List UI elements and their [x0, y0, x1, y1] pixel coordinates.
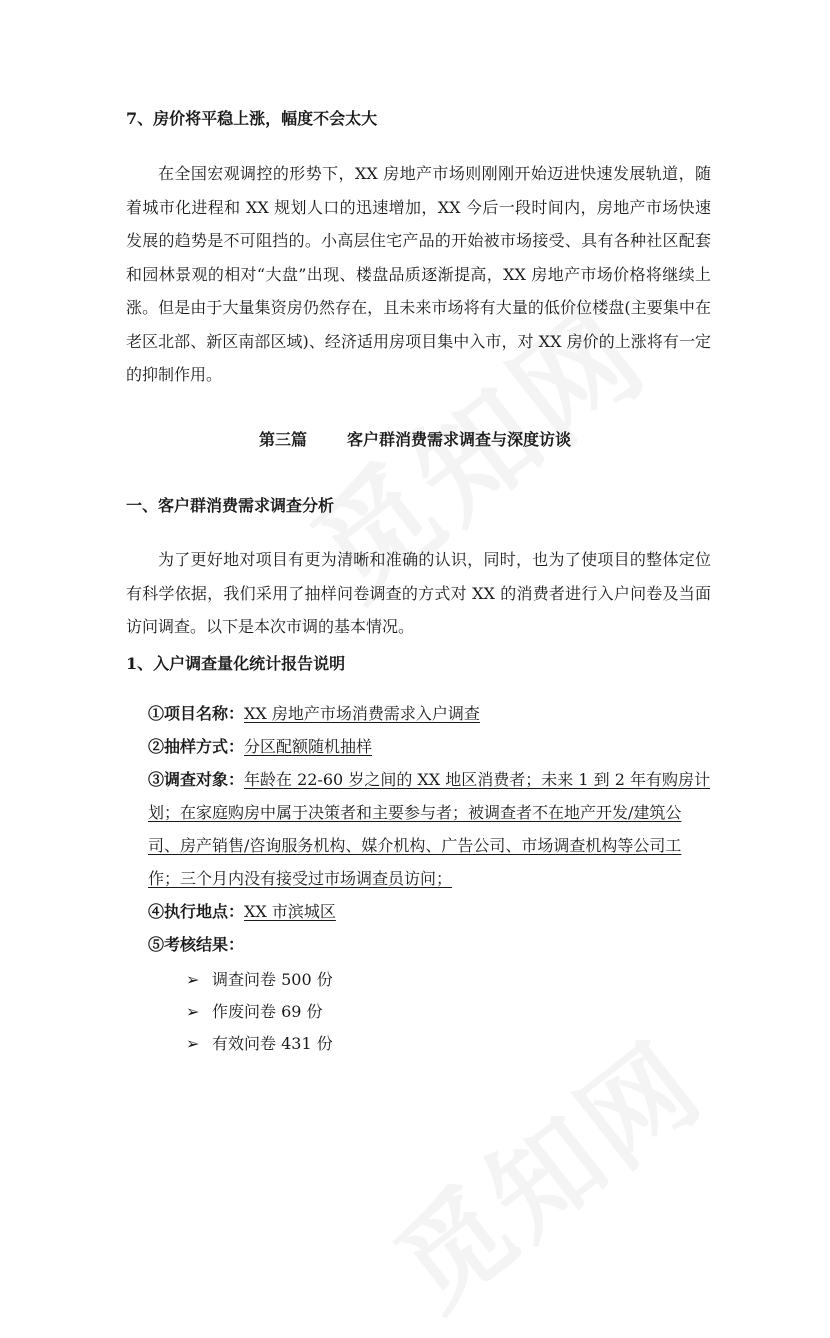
arrow-bullet-icon: ➢: [186, 1002, 200, 1021]
bullet-text: 有效问卷 431 份: [212, 1034, 333, 1053]
bullet-text: 作废问卷 69 份: [212, 1002, 323, 1021]
survey-item-project-name: [148, 697, 713, 730]
part-3-title: [0, 427, 830, 450]
bullet-text: 调查问卷 500 份: [212, 970, 333, 989]
part-title-text: 客户群消费需求调查与深度访谈: [347, 430, 572, 449]
part-label: 第三篇: [258, 430, 307, 449]
item-value: XX 房地产市场消费需求入户调查: [244, 704, 480, 723]
item-label: ①项目名称：: [148, 704, 245, 723]
survey-item-results: [148, 928, 713, 961]
result-bullet: [186, 1031, 333, 1054]
watermark: [358, 1000, 730, 1338]
survey-item-target: [148, 763, 713, 895]
item-value: 分区配额随机抽样: [244, 737, 373, 756]
item-label: ②抽样方式：: [148, 737, 245, 756]
item-label: ③调查对象：: [148, 770, 245, 789]
item-label: ⑤考核结果：: [148, 935, 245, 954]
item-value: XX 市滨城区: [244, 902, 336, 921]
subsection-1-heading: 1、入户调查量化统计报告说明: [126, 654, 346, 673]
section-1-heading: 一、客户群消费需求调查分析: [126, 496, 335, 515]
section-1-paragraph: 为了更好地对项目有更为清晰和准确的认识，同时，也为了使项目的整体定位有科学依据，我们采用了抽样问卷调查的方式对 XX 的消费者进行入户问卷及当面访问调查。以下是本次市调的基本情况。: [126, 550, 711, 636]
section-7-paragraph: 在全国宏观调控的形势下，XX 房地产市场则刚刚开始迈进快速发展轨道，随着城市化进程和 XX 规划人口的迅速增加，XX 今后一段时间内，房地产市场快速发展的趋势是不可阻挡的。小高层住宅产品的开始被市场接受、具有各种社区配套和园林景观的相对“大盘”出现、楼盘品质逐渐提高，XX 房地产市场价格将继续上涨。但是由于大量集资房仍然存在，且未来市场将有大量的低价位楼盘(主要集中在老区北部、新区南部区域)、经济适用房项目集中入市，对 XX 房价的上涨将有一定的抑制作用。: [126, 164, 711, 384]
arrow-bullet-icon: ➢: [186, 1034, 200, 1053]
section-7-heading: 7、房价将平稳上涨，幅度不会太大: [126, 109, 378, 128]
item-value: 年龄在 22-60 岁之间的 XX 地区消费者；未来 1 到 2 年有购房计划；在家庭购房中属于决策者和主要参与者；被调查者不在地产开发/建筑公司、房产销售/咨询服务机构、媒介机构、广告公司、市场调查机构等公司工作；三个月内没有接受过市场调查员访问；: [148, 770, 710, 888]
arrow-bullet-icon: ➢: [186, 970, 200, 989]
result-bullet: [186, 999, 323, 1022]
survey-item-sampling: [148, 730, 713, 763]
survey-item-location: [148, 895, 713, 928]
result-bullet: [186, 967, 333, 990]
item-label: ④执行地点：: [148, 902, 245, 921]
